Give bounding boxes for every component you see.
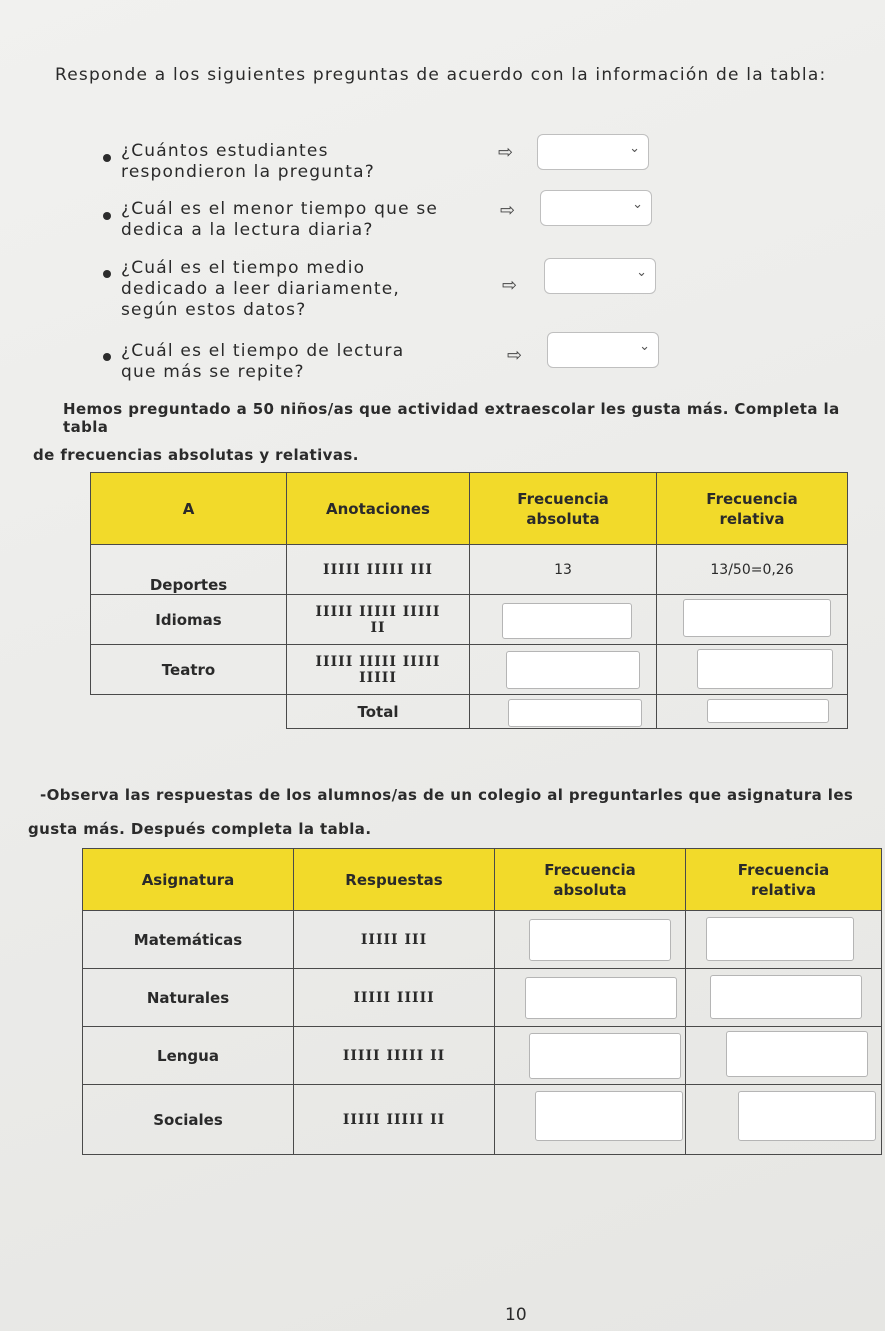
question-4 [121, 341, 404, 383]
header-asignatura: Asignatura [83, 849, 294, 911]
tally-marks: IIIII IIIII III [287, 545, 470, 595]
tally-marks [287, 645, 470, 695]
section3-instructions-line1: -Observa las respuestas de los alumnos/as de un colegio al preguntarles que asignatura les [40, 786, 854, 804]
answer-box[interactable] [683, 599, 831, 637]
answer-box[interactable] [707, 699, 829, 723]
header-line: Frecuencia [706, 489, 798, 508]
empty-cell [91, 695, 287, 729]
abs-frequency-value: 13 [470, 545, 657, 595]
header-frecuencia-relativa [657, 473, 848, 545]
tally-marks: IIIII IIIII [294, 969, 495, 1027]
header-line: relativa [719, 509, 785, 528]
tally-line: IIIII [359, 669, 397, 686]
question-line: que más se repite? [121, 362, 305, 382]
abs-frequency-cell [470, 595, 657, 645]
chevron-down-icon: ⌄ [636, 265, 647, 280]
answer-dropdown-2[interactable] [540, 190, 652, 226]
row-label: Deportes [91, 545, 287, 595]
arrow-right-icon: ⇨ [498, 142, 514, 163]
answer-box[interactable] [738, 1091, 876, 1141]
tally-line: IIIII IIIII IIIII [315, 653, 441, 670]
rel-frequency-cell [657, 595, 848, 645]
question-line: ¿Cuántos estudiantes [121, 141, 329, 161]
answer-box[interactable] [529, 1033, 681, 1079]
table-row [83, 969, 882, 1027]
tally-line: II [370, 619, 386, 636]
answer-dropdown-3[interactable] [544, 258, 656, 294]
header-anotaciones: Anotaciones [287, 473, 470, 545]
rel-frequency-cell [686, 1085, 882, 1155]
header-line: Frecuencia [544, 860, 636, 879]
rel-frequency-cell [686, 1027, 882, 1085]
arrow-right-icon: ⇨ [500, 200, 516, 221]
rel-frequency-value: 13/50=0,26 [657, 545, 848, 595]
header-line: absoluta [526, 509, 600, 528]
table-row [91, 695, 848, 729]
header-frecuencia-relativa [686, 849, 882, 911]
answer-dropdown-1[interactable] [537, 134, 649, 170]
subjects-table [82, 848, 882, 1155]
section2-instructions-line2: de frecuencias absolutas y relativas. [33, 446, 359, 464]
answer-box[interactable] [525, 977, 677, 1019]
total-label: Total [287, 695, 470, 729]
rel-frequency-cell [657, 695, 848, 729]
bullet [103, 212, 111, 220]
bullet [103, 154, 111, 162]
activities-table [90, 472, 848, 729]
answer-box[interactable] [726, 1031, 868, 1077]
section3-instructions-line2: gusta más. Después completa la tabla. [28, 820, 372, 838]
bullet [103, 270, 111, 278]
rel-frequency-cell [657, 645, 848, 695]
header-frecuencia-absoluta [470, 473, 657, 545]
header-line: Frecuencia [737, 860, 830, 879]
question-line: según estos datos? [121, 300, 307, 320]
question-line: dedica a la lectura diaria? [121, 220, 374, 240]
question-3 [121, 258, 400, 321]
answer-box[interactable] [508, 699, 642, 727]
chevron-down-icon: ⌄ [632, 197, 643, 212]
table-row [83, 911, 882, 969]
question-line: ¿Cuál es el tiempo medio [121, 258, 366, 278]
header-a: A [91, 473, 287, 545]
arrow-right-icon: ⇨ [502, 275, 518, 296]
question-line: respondieron la pregunta? [121, 162, 375, 182]
tally-marks: IIIII III [294, 911, 495, 969]
arrow-right-icon: ⇨ [507, 345, 523, 366]
intro-text: Responde a los siguientes preguntas de acuerdo con la información de la tabla: [55, 65, 827, 85]
row-label: Idiomas [91, 595, 287, 645]
bullet [103, 353, 111, 361]
abs-frequency-cell [470, 645, 657, 695]
answer-box[interactable] [529, 919, 671, 961]
answer-dropdown-4[interactable] [547, 332, 659, 368]
header-line: Frecuencia [517, 489, 609, 508]
question-line: dedicado a leer diariamente, [121, 279, 400, 299]
table-row [83, 1085, 882, 1155]
row-label: Naturales [83, 969, 294, 1027]
table-row [91, 645, 848, 695]
question-1 [121, 141, 375, 183]
page-number: 10 [505, 1305, 527, 1325]
header-frecuencia-absoluta [495, 849, 686, 911]
rel-frequency-cell [686, 969, 882, 1027]
answer-box[interactable] [697, 649, 833, 689]
abs-frequency-cell [495, 1027, 686, 1085]
question-line: ¿Cuál es el menor tiempo que se [121, 199, 439, 219]
abs-frequency-cell [495, 969, 686, 1027]
row-label: Teatro [91, 645, 287, 695]
abs-frequency-cell [495, 911, 686, 969]
row-label: Sociales [83, 1085, 294, 1155]
answer-box[interactable] [506, 651, 640, 689]
chevron-down-icon: ⌄ [639, 339, 650, 354]
abs-frequency-cell [470, 695, 657, 729]
tally-line: IIIII IIIII IIIII [315, 603, 441, 620]
section2-instructions-line1: Hemos preguntado a 50 niños/as que actividad extraescolar les gusta más. Completa la tabla [63, 400, 840, 436]
table-row [91, 595, 848, 645]
chevron-down-icon: ⌄ [629, 141, 640, 156]
question-2 [121, 199, 438, 241]
header-line: relativa [750, 880, 817, 899]
tally-marks [287, 595, 470, 645]
answer-box[interactable] [710, 975, 862, 1019]
answer-box[interactable] [502, 603, 632, 639]
header-respuestas: Respuestas [294, 849, 495, 911]
answer-box[interactable] [706, 917, 854, 961]
row-label: Lengua [83, 1027, 294, 1085]
table-header-row [91, 473, 848, 545]
tally-marks: IIIII IIIII II [294, 1085, 495, 1155]
row-label: Matemáticas [83, 911, 294, 969]
tally-marks: IIIII IIIII II [294, 1027, 495, 1085]
question-line: ¿Cuál es el tiempo de lectura [121, 341, 405, 361]
abs-frequency-cell [495, 1085, 686, 1155]
answer-box[interactable] [535, 1091, 683, 1141]
header-line: absoluta [553, 880, 627, 899]
table-row [91, 545, 848, 595]
rel-frequency-cell [686, 911, 882, 969]
table-row [83, 1027, 882, 1085]
table-header-row [83, 849, 882, 911]
